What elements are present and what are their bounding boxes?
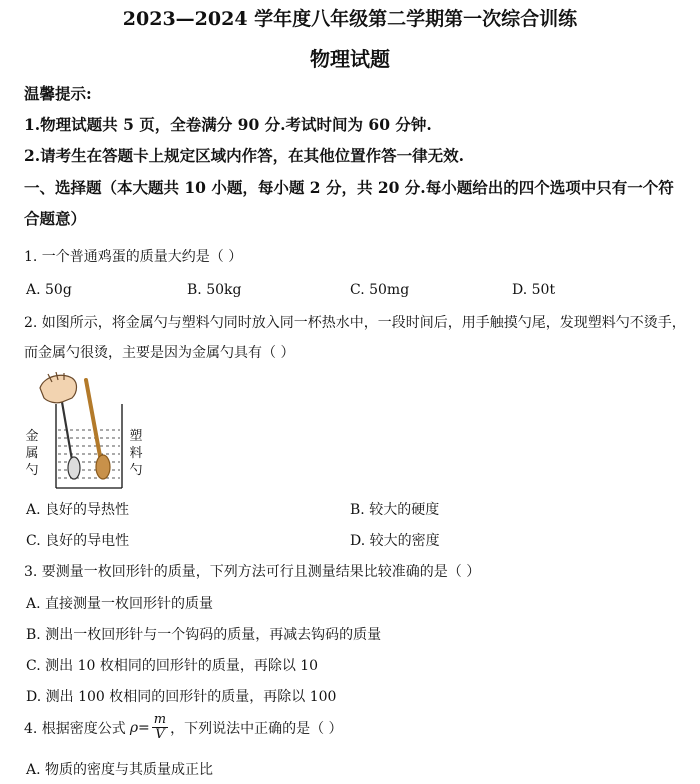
- tip-item-1: 1.物理试题共 5 页，全卷满分 90 分.考试时间为 60 分钟.: [24, 115, 432, 134]
- question-3-stem: 3. 要测量一枚回形针的质量，下列方法可行且测量结果比较准确的是（ ）: [24, 564, 481, 580]
- plastic-spoon-label: 塑 料 勺: [129, 429, 143, 478]
- question-1-option-a: A. 50g: [26, 282, 72, 298]
- question-2-option-c: C. 良好的导电性: [26, 533, 130, 549]
- question-4-stem: [24, 713, 343, 742]
- question-3-option-d: D. 测出 100 枚相同的回形针的质量，再除以 100: [26, 689, 337, 705]
- fraction-denominator: V: [155, 727, 165, 742]
- section-heading-line2: 合题意）: [24, 209, 87, 228]
- question-1-option-c: C. 50mg: [350, 282, 410, 298]
- hand-icon: [40, 372, 77, 403]
- question-4-option-a: A. 物质的密度与其质量成正比: [26, 762, 214, 778]
- question-2-option-b: B. 较大的硬度: [350, 502, 440, 518]
- question-3-option-c: C. 测出 10 枚相同的回形针的质量，再除以 10: [26, 658, 319, 674]
- tip-item-2: 2.请考生在答题卡上规定区域内作答，在其他位置作答一律无效.: [24, 146, 465, 165]
- question-1-option-b: B. 50kg: [187, 282, 242, 298]
- fraction-numerator: m: [153, 712, 167, 727]
- question-2-option-a: A. 良好的导热性: [26, 502, 130, 518]
- spoons-in-water-figure: [22, 372, 162, 492]
- question-2-stem-line1: 2. 如图所示，将金属勺与塑料勺同时放入同一杯热水中，一段时间后，用手触摸勺尾，发现塑料勺不烫手，: [24, 315, 686, 331]
- question-3-option-b: B. 测出一枚回形针与一个钩码的质量，再减去钩码的质量: [26, 627, 382, 643]
- question-1-stem: 1. 一个普通鸡蛋的质量大约是（ ）: [24, 249, 243, 265]
- metal-spoon: [62, 402, 80, 479]
- question-3-option-a: A. 直接测量一枚回形针的质量: [26, 596, 214, 612]
- tips-heading: 温馨提示:: [24, 84, 92, 103]
- section-heading-line1: 一、选择题（本大题共 10 小题，每小题 2 分，共 20 分.每小题给出的四个选项中只有一个符: [24, 178, 674, 197]
- question-2-stem-line2: 而金属勺很烫，主要是因为金属勺具有（ ）: [24, 345, 295, 361]
- question-4-stem-prefix: 4. 根据密度公式: [24, 720, 126, 737]
- density-fraction: [152, 713, 168, 742]
- metal-spoon-label: 金 属 勺: [25, 429, 39, 478]
- exam-subtitle: 物理试题: [310, 47, 390, 71]
- question-4-stem-suffix: ，下列说法中正确的是（ ）: [170, 720, 343, 737]
- equals-sign: =: [138, 719, 150, 736]
- question-1-option-d: D. 50t: [512, 282, 556, 298]
- exam-title: 2023—2024 学年度八年级第二学期第一次综合训练: [122, 8, 578, 30]
- question-2-option-d: D. 较大的密度: [350, 533, 440, 549]
- density-symbol: ρ: [129, 719, 139, 736]
